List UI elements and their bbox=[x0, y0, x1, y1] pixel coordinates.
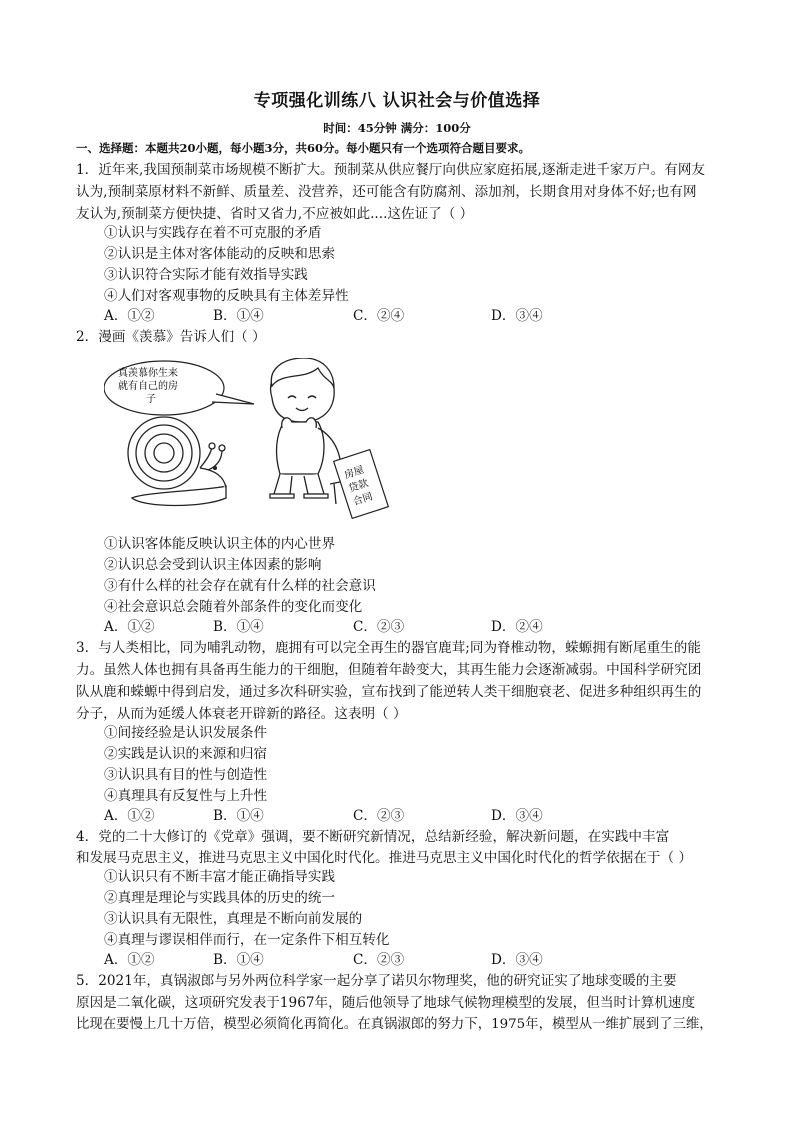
q3-option: ①间接经验是认识发展条件 bbox=[104, 725, 268, 741]
choice-b[interactable]: B．①④ bbox=[213, 308, 264, 324]
contract-text-line: 贷款 bbox=[347, 478, 370, 495]
choice-c[interactable]: C．②④ bbox=[353, 308, 405, 324]
q1-stem-line: 1．近年来,我国预制菜市场规模不断扩大。预制菜从供应餐厅向供应家庭拓展,逐渐走进千家万户。有网友 bbox=[76, 162, 706, 178]
q5-stem-line: 原因是二氧化碳，这项研究发表于1967年，随后他领导了地球气候物理模型的发展，但当时计算机速度 bbox=[76, 995, 696, 1011]
choice-d[interactable]: D．③④ bbox=[491, 308, 543, 324]
q3-stem-line: 3．与人类相比，同为哺乳动物，鹿拥有可以完全再生的器官鹿茸;同为脊椎动物，蝾螈拥有断尾重生的能 bbox=[76, 640, 701, 656]
q2-stem: 2．漫画《羡慕》告诉人们（ ） bbox=[76, 329, 266, 345]
choice-b[interactable]: B．①④ bbox=[213, 808, 264, 824]
q5-stem-line: 5．2021年，真锅淑郎与另外两位科学家一起分享了诺贝尔物理奖，他的研究证实了地球变暖的主要 bbox=[76, 973, 677, 989]
contract-text-line: 合同 bbox=[351, 491, 375, 508]
boy-illustration bbox=[270, 358, 341, 504]
choice-a[interactable]: A．①② bbox=[104, 952, 155, 968]
q3-option: ②实践是认识的来源和归宿 bbox=[104, 746, 268, 762]
choice-d[interactable]: D．③④ bbox=[491, 952, 543, 968]
q1-stem-line: 友认为,预制菜方便快捷、省时又省力,不应被如此....这佐证了（ ） bbox=[76, 206, 474, 222]
loan-contract-document bbox=[334, 450, 389, 519]
q4-stem-line: 4．党的二十大修订的《党章》强调，要不断研究新情况，总结新经验，解决新问题，在实践中丰富 bbox=[76, 829, 670, 845]
q3-option: ③认识具有目的性与创造性 bbox=[104, 767, 268, 783]
q1-option: ①认识与实践存在着不可克服的矛盾 bbox=[104, 225, 322, 241]
choice-d[interactable]: D．③④ bbox=[491, 808, 543, 824]
section-heading: 一、选择题：本题共20小题，每小题3分，共60分。每小题只有一个选项符合题目要求。 bbox=[76, 141, 531, 155]
choice-d[interactable]: D．②④ bbox=[491, 619, 543, 635]
choice-a[interactable]: A．①② bbox=[104, 619, 155, 635]
q2-option: ①认识客体能反映认识主体的内心世界 bbox=[104, 536, 336, 552]
q4-option: ②真理是理论与实践具体的历史的统一 bbox=[104, 890, 336, 906]
choice-b[interactable]: B．①④ bbox=[213, 619, 264, 635]
choice-c[interactable]: C．②③ bbox=[353, 808, 405, 824]
q1-option: ④人们对客观事物的反映具有主体差异性 bbox=[104, 288, 349, 304]
q1-option: ②认识是主体对客体能动的反映和思索 bbox=[104, 246, 336, 262]
q4-stem-line: 和发展马克思主义，推进马克思主义中国化时代化。推进马克思主义中国化时代化的哲学依据在于（ ） bbox=[76, 850, 693, 866]
q1-stem-line: 认为,预制菜原材料不新鲜、质量差、没营养，还可能含有防腐剂、添加剂，长期食用对身体不好;也有网 bbox=[76, 184, 697, 200]
bubble-text-line: 就有自己的房 bbox=[118, 381, 178, 392]
q2-option: ③有什么样的社会存在就有什么样的社会意识 bbox=[104, 578, 376, 594]
q3-stem-line: 队从鹿和蝾螈中得到启发，通过多次科研实验，宣布找到了能逆转人类干细胞衰老、促进多种组织再生的 bbox=[76, 684, 702, 700]
choice-c[interactable]: C．②③ bbox=[353, 952, 405, 968]
snail-illustration bbox=[128, 417, 226, 506]
page-title: 专项强化训练八 认识社会与价值选择 bbox=[253, 91, 541, 111]
q4-option: ①认识只有不断丰富才能正确指导实践 bbox=[104, 869, 336, 885]
q3-stem-line: 分子，从而为延缓人体衰老开辟新的路径。这表明（ ） bbox=[76, 706, 407, 722]
choice-a[interactable]: A．①② bbox=[104, 308, 155, 324]
q2-option: ②认识总会受到认识主体因素的影响 bbox=[104, 557, 322, 573]
bubble-text-line: 真羡慕你生来 bbox=[118, 368, 178, 379]
q3-stem-line: 力。虽然人体也拥有具备再生能力的干细胞，但随着年龄变大，其再生能力会逐渐减弱。中国科学研究团 bbox=[76, 662, 702, 678]
q2-option: ④社会意识总会随着外部条件的变化而变化 bbox=[104, 599, 363, 615]
q3-option: ④真理具有反复性与上升性 bbox=[104, 788, 268, 804]
cartoon-envy bbox=[104, 358, 404, 528]
q4-option: ④真理与谬误相伴而行，在一定条件下相互转化 bbox=[104, 932, 390, 948]
q4-option: ③认识具有无限性，真理是不断向前发展的 bbox=[104, 911, 363, 927]
exam-meta: 时间：45分钟 满分：100分 bbox=[323, 121, 471, 135]
bubble-text-line: 子 bbox=[146, 394, 156, 405]
choice-a[interactable]: A．①② bbox=[104, 808, 155, 824]
choice-c[interactable]: C．②③ bbox=[353, 619, 405, 635]
contract-text-line: 房屋 bbox=[343, 464, 366, 482]
q1-option: ③认识符合实际才能有效指导实践 bbox=[104, 267, 308, 283]
q5-stem-line: 比现在要慢上几十万倍，模型必须简化再简化。在真锅淑郎的努力下，1975年，模型从一维扩展到了三维， bbox=[76, 1017, 713, 1032]
speech-bubble bbox=[104, 361, 254, 415]
choice-b[interactable]: B．①④ bbox=[213, 952, 264, 968]
